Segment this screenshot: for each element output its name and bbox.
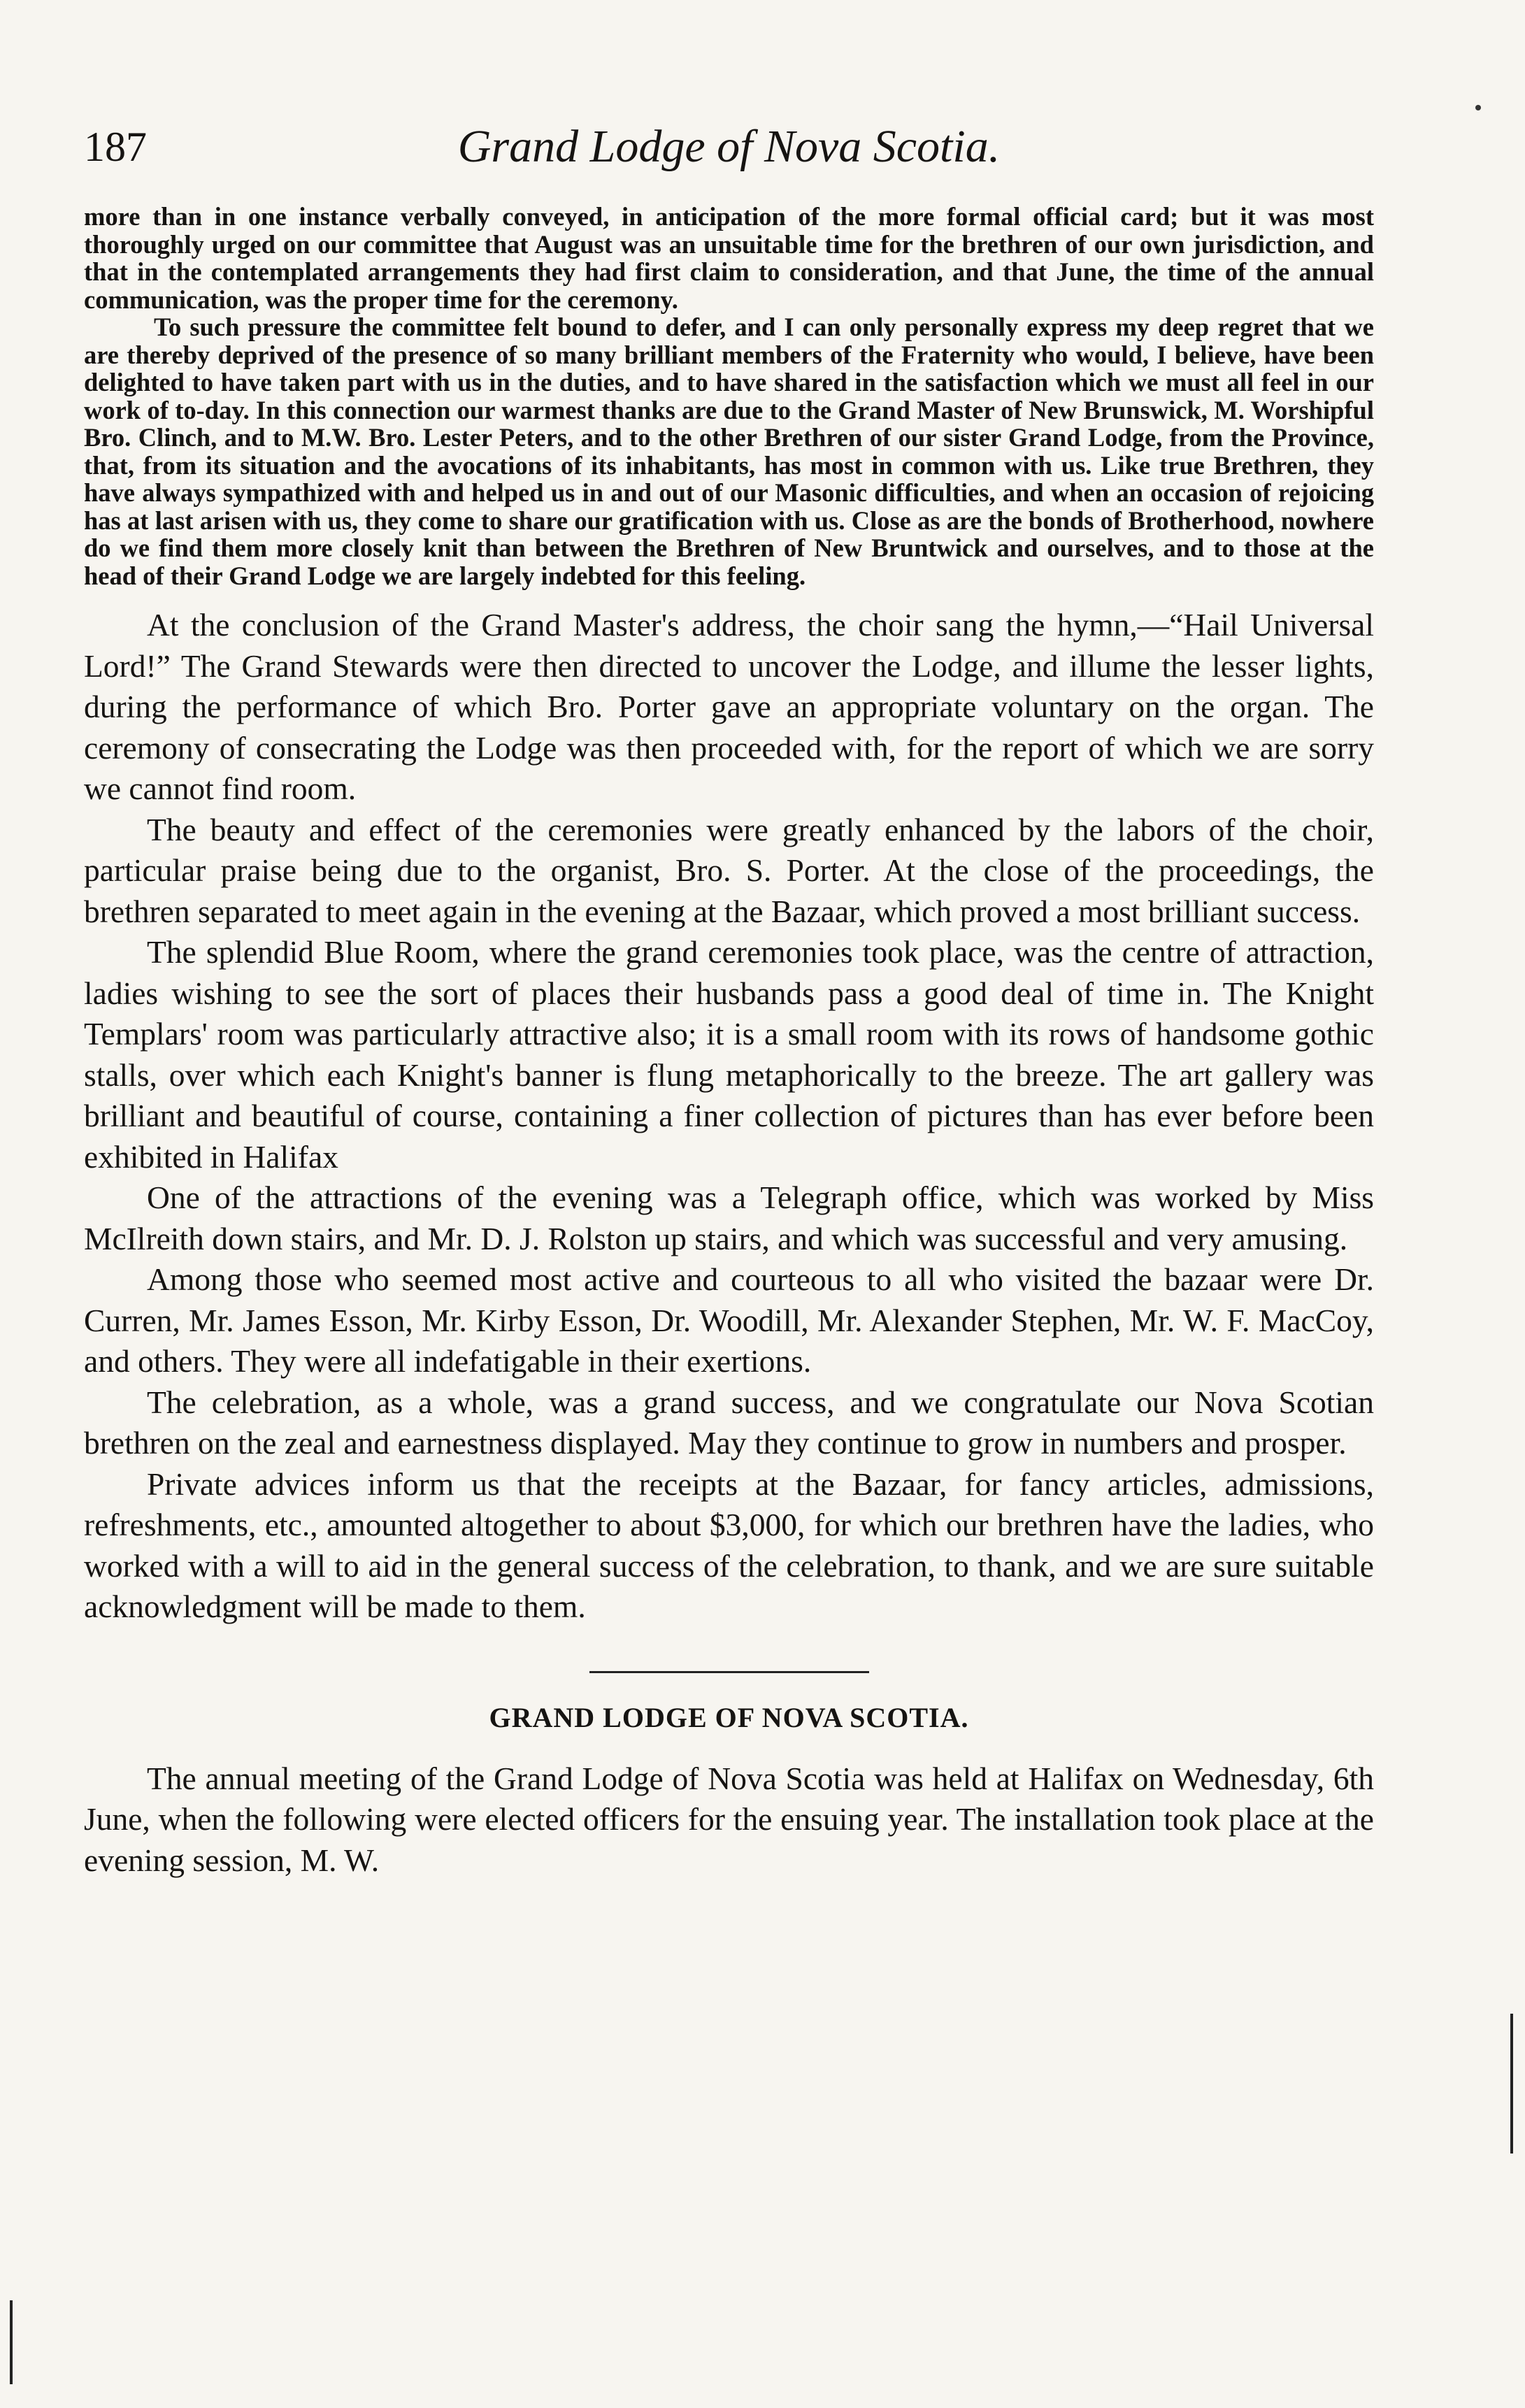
section-divider xyxy=(589,1671,869,1673)
report-paragraph: The splendid Blue Room, where the grand ceremonies took place, was the centre of attraction, ladies wishing to see the sort of places their husbands pass a good deal of time in. The Knight Templars' room was particularly attractive also; it is a small room with its rows of handsome gothic stalls, over which each Knight's banner is flung metaphorically to the breeze. The art gallery was brilliant and beautiful of course, containing a finer collection of pictures than has ever before been exhibited in Halifax xyxy=(84,934,1374,1175)
running-title: Grand Lodge of Nova Scotia. xyxy=(457,121,1001,172)
section-heading: GRAND LODGE OF NOVA SCOTIA. xyxy=(489,1701,969,1733)
report-paragraph: At the conclusion of the Grand Master's address, the choir sang the hymn,—“Hail Universal Lord!” The Grand Stewards were then directed to uncover the Lodge, and illume the lesser lights, during the performance of which Bro. Porter gave an appropriate voluntary on the organ. The ceremony of consecrating the Lodge was then proceeded with, for the report of which we are sorry we cannot find room. xyxy=(84,607,1374,806)
report-paragraph: The celebration, as a whole, was a grand success, and we congratulate our Nova Scotian brethren on the zeal and earnestness displayed. May they continue to grow in numbers and prosper. xyxy=(84,1384,1374,1461)
section-body xyxy=(84,1758,1374,1882)
scan-speck xyxy=(1475,105,1481,110)
document-page xyxy=(84,119,1374,1881)
address-continuation xyxy=(84,203,1374,589)
margin-mark xyxy=(1510,2014,1513,2153)
page-header xyxy=(84,119,1374,196)
report-paragraph: One of the attractions of the evening was a Telegraph office, which was worked by Miss McIlreith down stairs, and Mr. D. J. Rolston up stairs, and which was successful and very amusing. xyxy=(84,1180,1374,1256)
report-paragraph: Private advices inform us that the receipts at the Bazaar, for fancy articles, admissions, refreshments, etc., amounted altogether to about $3,000, for which our brethren have the ladies, who worked with a will to aid in the general success of the celebration, to thank, and we are sure suitable acknowledgment will be made to them. xyxy=(84,1465,1374,1624)
celebration-report xyxy=(84,605,1374,1628)
report-paragraph: The beauty and effect of the ceremonies were greatly enhanced by the labors of the choir, particular praise being due to the organist, Bro. S. Porter. At the close of the proceedings, the brethren separated to meet again in the evening at the Bazaar, which proved a most brilliant success. xyxy=(84,811,1374,929)
report-paragraph: Among those who seemed most active and courteous to all who visited the bazaar were Dr. Curren, Mr. James Esson, Mr. Kirby Esson, Dr. Woodill, Mr. Alexander Stephen, Mr. W. F. MacCoy, and others. They were all indefatigable in their exertions. xyxy=(84,1261,1374,1379)
address-paragraph: To such pressure the committee felt bound to defer, and I can only personally express my deep regret that we are thereby deprived of the presence of so many brilliant members of the Fraternity who would, I believe, have been delighted to have taken part with us in the duties, and to have shared in the satisfaction which we must all feel in our work of to-day. In this connection our warmest thanks are due to the Grand Master of New Brunswick, M. Worshipful Bro. Clinch, and to M.W. Bro. Lester Peters, and to the other Brethren of our sister Grand Lodge, from the Province, that, from its situation and the avocations of its inhabitants, has most in common with us. Like true Brethren, they have always sympathized with and helped us in and out of our Masonic difficulties, and when an occasion of rejoicing has at last arisen with us, they come to share our gratification with us. Close as are the bonds of Brotherhood, nowhere do we find them more closely knit than between the Brethren of New Bruntwick and ourselves, and to those at the head of their Grand Lodge we are largely indebted for this feeling. xyxy=(84,313,1374,590)
section-paragraph: The annual meeting of the Grand Lodge of Nova Scotia was held at Halifax on Wednesday, 6th June, when the following were elected officers for the ensuing year. The installation took place at the evening session, M. W. xyxy=(84,1760,1374,1878)
margin-mark xyxy=(10,2300,13,2384)
address-paragraph: more than in one instance verbally conveyed, in anticipation of the more formal official card; but it was most thoroughly urged on our committee that August was an unsuitable time for the brethren of our own jurisdiction, and that in the contemplated arrangements they had first claim to consideration, and that June, the time of the annual communication, was the proper time for the ceremony. xyxy=(84,202,1374,314)
page-number: 187 xyxy=(84,124,147,170)
